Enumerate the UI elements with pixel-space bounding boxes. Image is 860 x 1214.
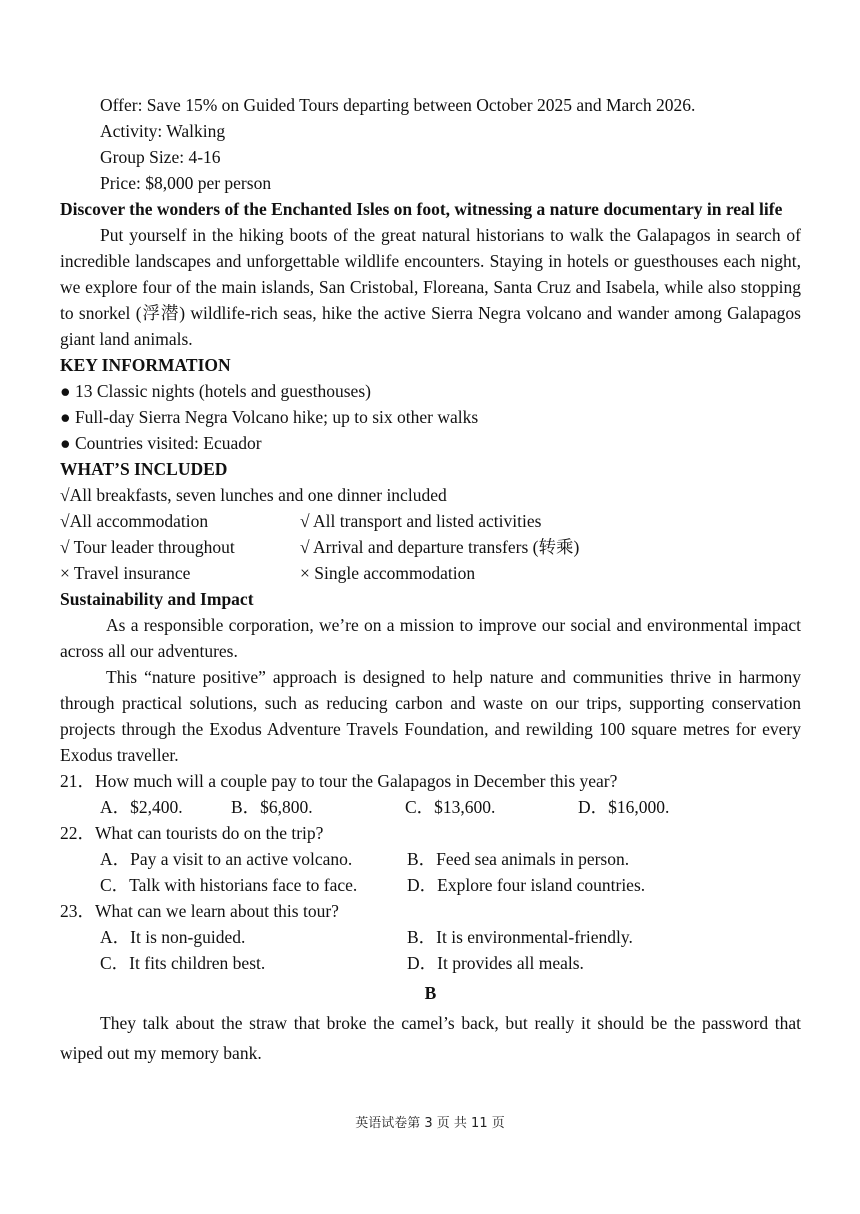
question-23-stem: 23．What can we learn about this tour? bbox=[60, 901, 339, 921]
included-heading: WHAT’S INCLUDED bbox=[60, 459, 228, 479]
option-d: D．Explore four island countries. bbox=[407, 875, 646, 895]
option-c: C．It fits children best. bbox=[100, 953, 266, 973]
option-b: B．$6,800. bbox=[231, 797, 313, 817]
sustainability-paragraph: As a responsible corporation, we’re on a mission to improve our social and environmental impact across all our adventures. bbox=[60, 615, 801, 661]
key-info-item: ● 13 Classic nights (hotels and guesthouses) bbox=[60, 381, 371, 401]
price-line: Price: $8,000 per person bbox=[100, 173, 272, 193]
question-22-stem: 22．What can tourists do on the trip? bbox=[60, 823, 324, 843]
offer-line: Offer: Save 15% on Guided Tours departing between October 2025 and March 2026. bbox=[100, 95, 696, 115]
question-21-options bbox=[60, 794, 801, 820]
included-item: √ Tour leader throughout bbox=[60, 537, 235, 557]
excluded-row bbox=[60, 560, 801, 586]
option-b: B．Feed sea animals in person. bbox=[407, 849, 630, 869]
included-row bbox=[60, 534, 801, 560]
included-full-line: √All breakfasts, seven lunches and one dinner included bbox=[60, 485, 447, 505]
page-footer: 英语试卷第 3 页 共 11 页 bbox=[355, 1116, 505, 1131]
group-size-line: Group Size: 4-16 bbox=[100, 147, 221, 167]
excluded-item: × Single accommodation bbox=[300, 563, 476, 583]
option-d: D．$16,000. bbox=[578, 797, 670, 817]
activity-line: Activity: Walking bbox=[100, 121, 226, 141]
sustainability-paragraph: This “nature positive” approach is designed to help nature and communities thrive in harmony through practical solutions, such as reducing carbon and waste on our trips, supporting conservation projects through the Exodus Adventure Travels Foundation, and rewilding 100 square metres for every Exodus traveller. bbox=[60, 667, 801, 765]
question-22-options-row bbox=[60, 846, 801, 872]
key-info-item: ● Full-day Sierra Negra Volcano hike; up to six other walks bbox=[60, 407, 479, 427]
option-a: A．$2,400. bbox=[100, 797, 183, 817]
option-c: C．$13,600. bbox=[405, 797, 496, 817]
key-info-item: ● Countries visited: Ecuador bbox=[60, 433, 262, 453]
exam-page bbox=[60, 92, 801, 1068]
option-a: A．Pay a visit to an active volcano. bbox=[100, 849, 353, 869]
question-21-stem: 21．How much will a couple pay to tour the Galapagos in December this year? bbox=[60, 771, 618, 791]
question-23-options-row bbox=[60, 950, 801, 976]
included-row bbox=[60, 508, 801, 534]
option-c: C．Talk with historians face to face. bbox=[100, 875, 358, 895]
section-b-label: B bbox=[424, 983, 437, 1003]
included-item: √ Arrival and departure transfers (转乘) bbox=[300, 537, 580, 557]
intro-paragraph: Put yourself in the hiking boots of the great natural historians to walk the Galapagos in search of incredible landscapes and unforgettable wildlife encounters. Staying in hotels or guesthouses each night, we explore four of the main islands, San Cristobal, Floreana, Santa Cruz and Isabela, while also stopping to snorkel (浮潜) wildlife-rich seas, hike the active Sierra Negra volcano and wander among Galapagos giant land animals. bbox=[60, 225, 801, 349]
included-item: √All accommodation bbox=[60, 511, 209, 531]
option-a: A．It is non-guided. bbox=[100, 927, 246, 947]
excluded-item: × Travel insurance bbox=[60, 563, 191, 583]
option-b: B．It is environmental-friendly. bbox=[407, 927, 633, 947]
question-22-options-row bbox=[60, 872, 801, 898]
sustainability-heading: Sustainability and Impact bbox=[60, 589, 254, 609]
section-b-opening: They talk about the straw that broke the camel’s back, but really it should be the password that wiped out my memory bank. bbox=[60, 1013, 801, 1063]
option-d: D．It provides all meals. bbox=[407, 953, 584, 973]
headline: Discover the wonders of the Enchanted Isles on foot, witnessing a nature documentary in real life bbox=[60, 199, 783, 219]
included-item: √ All transport and listed activities bbox=[300, 511, 542, 531]
key-info-heading: KEY INFORMATION bbox=[60, 355, 231, 375]
question-23-options-row bbox=[60, 924, 801, 950]
